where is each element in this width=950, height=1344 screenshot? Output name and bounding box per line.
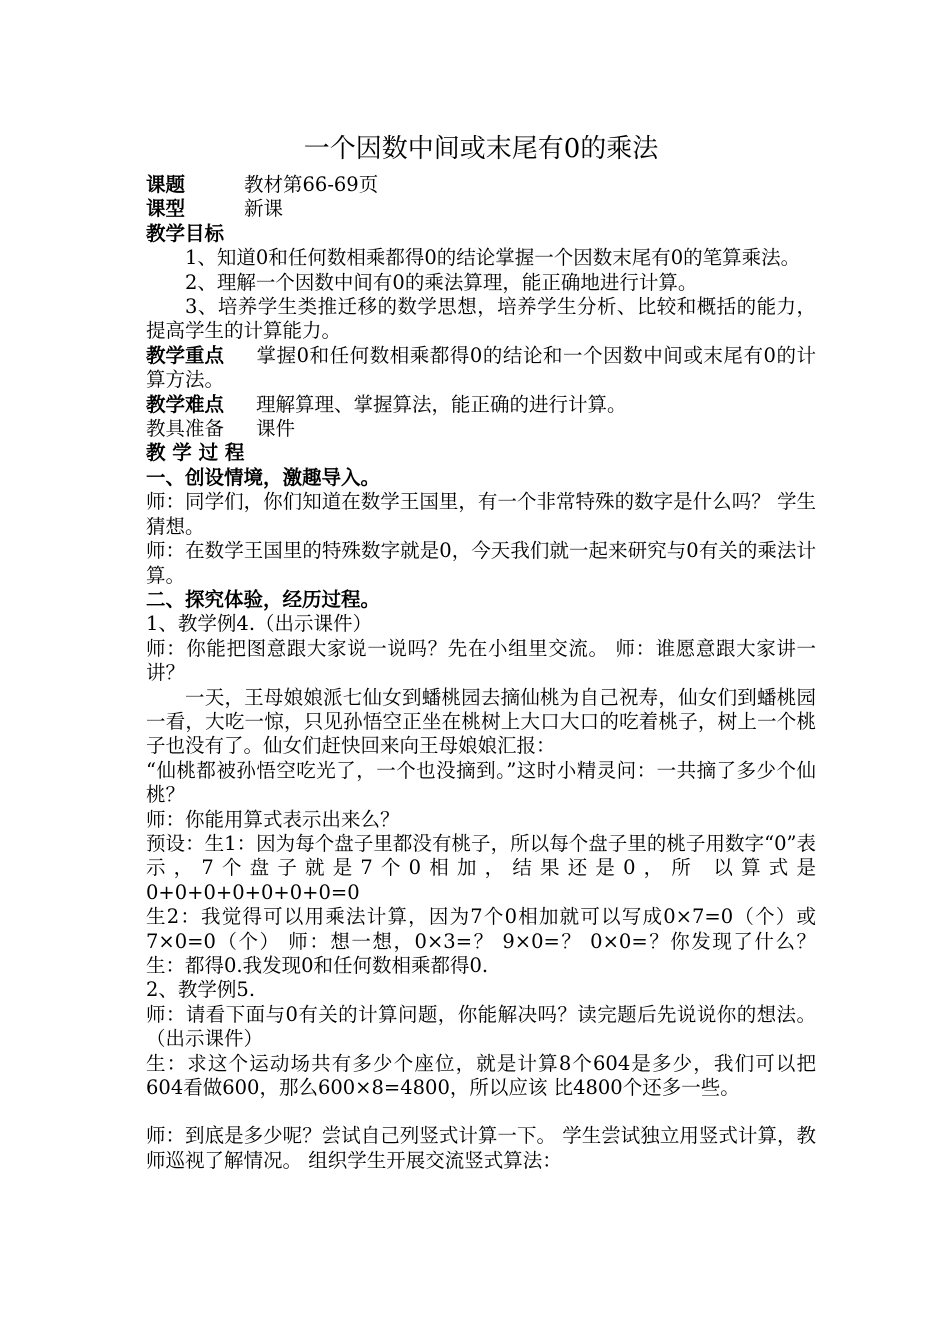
document-page (146, 128, 816, 1173)
paragraph: 师：同学们，你们知道在数学王国里，有一个非常特殊的数字是什么吗？ 学生猜想。 (146, 490, 816, 538)
paragraph: 生：求这个运动场共有多少个座位，就是计算8个604是多少，我们可以把604看做600，那么600×8=4800，所以应该 比4800个还多一些。 (146, 1051, 816, 1100)
tools-label: 教具准备 (146, 417, 225, 441)
goal-item: 3、培养学生类推迁移的数学思想，培养学生分析、比较和概括的能力，提高学生的计算能力。 (146, 295, 816, 343)
topic-label: 课题 (146, 173, 186, 196)
key-point-text: 掌握0和任何数相乘都得0的结论和一个因数中间或末尾有0的计算方法。 (146, 343, 816, 392)
paragraph: 师：到底是多少呢？尝试自己列竖式计算一下。 学生尝试独立用竖式计算，教师巡视了解情况。 组织学生开展交流竖式算法： (146, 1124, 816, 1172)
topic-row (146, 173, 816, 197)
goal-item: 2、理解一个因数中间有0的乘法算理，能正确地进行计算。 (185, 270, 698, 294)
key-point-label: 教学重点 (146, 343, 225, 367)
section-heading: 二、探究体验，经历过程。 (146, 587, 381, 611)
example-heading: 1、教学例4.（出示课件） (146, 612, 373, 636)
section-heading: 一、创设情境，激趣导入。 (146, 465, 381, 489)
story-paragraph: 一天，王母娘娘派七仙女到蟠桃园去摘仙桃为自己祝寿，仙女们到蟠桃园一看，大吃一惊，只见孙悟空正坐在桃树上大口大口的吃着桃子，树上一个桃子也没有了。仙女们赶快回来向王母娘娘汇报： (146, 685, 816, 758)
paragraph: 师：在数学王国里的特殊数字就是0，今天我们就一起来研究与0有关的乘法计算。 (146, 539, 816, 587)
paragraph: “仙桃都被孙悟空吃光了，一个也没摘到。”这时小精灵问：一共摘了多少个仙桃？ (146, 758, 816, 807)
paragraph: 生2：我觉得可以用乘法计算，因为7个0相加就可以写成0×7=0（个）或7×0=0（个） 师：想一想，0×3=？ 9×0=？ 0×0=？你发现了什么？ 生：都得0.我发现0和任何数相乘都得0. (146, 905, 816, 977)
goals-heading: 教学目标 (146, 221, 225, 245)
paragraph: 师：请看下面与0有关的计算问题，你能解决吗？读完题后先说说你的想法。（出示课件） (146, 1002, 816, 1051)
difficulty-text: 理解算理、掌握算法，能正确的进行计算。 (256, 392, 627, 416)
paragraph: 预设：生1：因为每个盘子里都没有桃子，所以每个盘子里的桃子用数字“0”表示，7个盘子就是7个0相加，结果还是0，所 以算式是0+0+0+0+0+0+0=0 (146, 831, 816, 904)
goal-item: 1、知道0和任何数相乘都得0的结论掌握一个因数末尾有0的笔算乘法。 (185, 246, 801, 270)
page-title: 一个因数中间或末尾有0的乘法 (303, 134, 659, 164)
difficulty (146, 393, 816, 417)
example-heading: 2、教学例5. (146, 978, 256, 1002)
process-heading: 教 学 过 程 (146, 441, 245, 465)
type-value: 新课 (244, 197, 284, 221)
paragraph: 师：你能用算式表示出来么？ (146, 807, 400, 831)
difficulty-label: 教学难点 (146, 392, 225, 416)
paragraph: 师：你能把图意跟大家说一说吗？先在小组里交流。 师：谁愿意跟大家讲一讲？ (146, 636, 816, 685)
type-row (146, 197, 816, 221)
type-label: 课型 (146, 197, 186, 221)
blank-line (146, 1100, 816, 1124)
tools (146, 417, 816, 441)
topic-value: 教材第66-69页 (244, 173, 379, 196)
tools-text: 课件 (256, 417, 296, 441)
key-point (146, 344, 816, 393)
